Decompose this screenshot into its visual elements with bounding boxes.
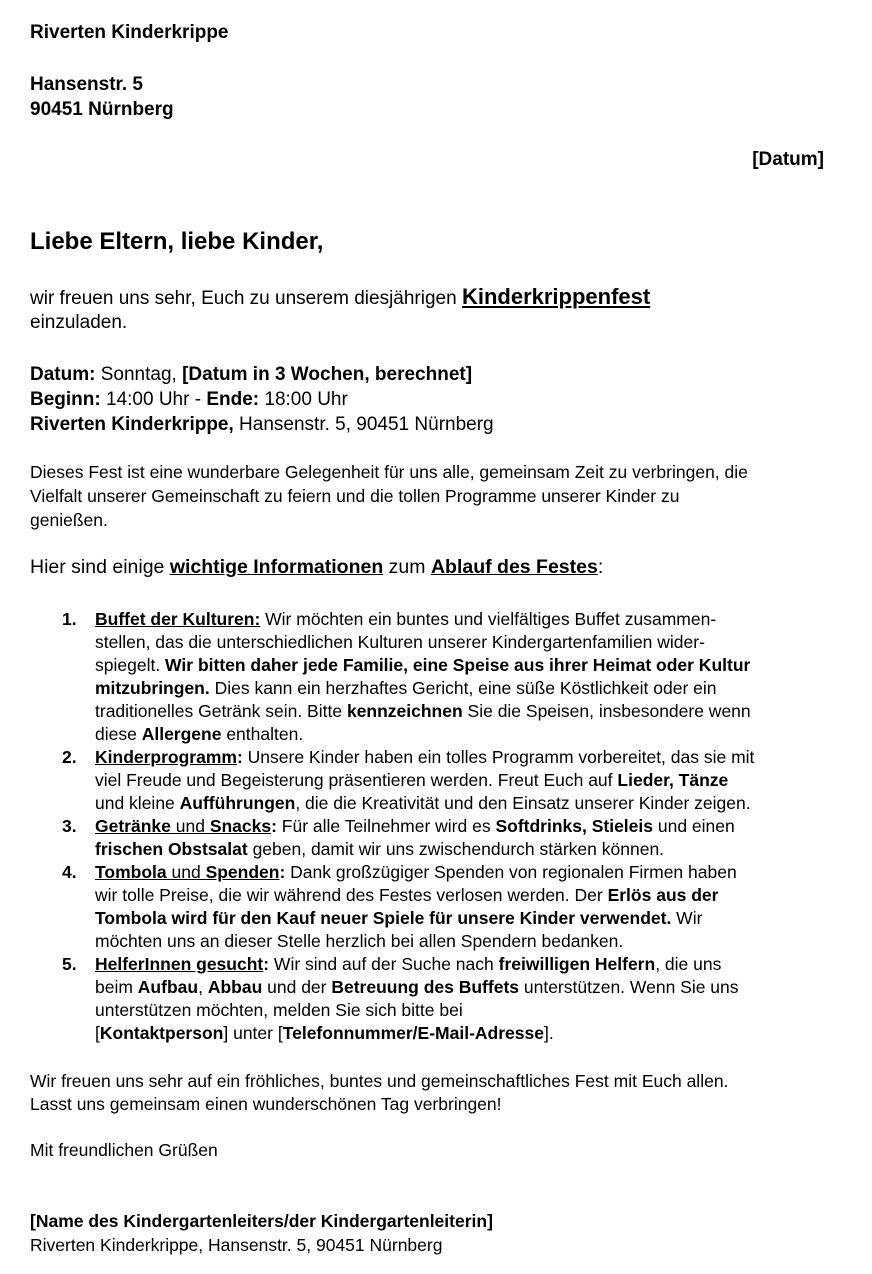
item-text: und kleine xyxy=(95,793,180,813)
item-title-colon: : xyxy=(263,954,270,974)
date-value: [Datum in 3 Wochen, berechnet] xyxy=(182,364,473,385)
list-line: unterstützen möchten, melden Sie sich bitte bei xyxy=(95,1000,463,1020)
item-text: Dank großzügiger Spenden von regionalen Firmen haben xyxy=(285,862,737,882)
list-line xyxy=(95,884,854,907)
signer-address: Riverten Kinderkrippe, Hansenstr. 5, 90451 Nürnberg xyxy=(30,1235,443,1255)
item-bold: Wir bitten daher jede Familie, eine Speise aus ihrer Heimat oder Kultur xyxy=(165,655,751,675)
item-text: Wir möchten ein buntes und vielfältiges Buffet zusammen- xyxy=(260,609,717,629)
list-line xyxy=(95,838,854,861)
salutation: Liebe Eltern, liebe Kinder, xyxy=(30,228,324,255)
item-text: spiegelt. xyxy=(95,655,166,675)
item-title: Kinderprogramm xyxy=(95,747,237,767)
closing-line-1: Wir freuen uns sehr auf ein fröhliches, buntes und gemeinschaftliches Fest mit Euch allen. xyxy=(30,1071,729,1091)
list-number: 2. xyxy=(62,747,77,767)
intro-line-1 xyxy=(30,284,650,310)
item-bold: Betreuung des Buffets xyxy=(331,977,519,997)
item-title-colon: : xyxy=(279,862,286,882)
item-text: , xyxy=(198,977,208,997)
item-text: , die uns xyxy=(655,954,722,974)
list-line xyxy=(95,907,854,930)
item-title: Buffet der Kulturen: xyxy=(95,609,261,629)
info-intro-mid: zum xyxy=(383,556,431,578)
list-number: 5. xyxy=(62,954,77,974)
item-text: Wir xyxy=(671,908,703,928)
sender-name: Riverten Kinderkrippe xyxy=(30,22,229,43)
item-text: ]. xyxy=(543,1023,554,1043)
list-item-helfer xyxy=(54,953,854,1045)
list-line xyxy=(95,792,854,815)
paragraph-line: genießen. xyxy=(30,510,108,530)
closing-line-2: Lasst uns gemeinsam einen wunderschönen Tag verbringen! xyxy=(30,1094,502,1114)
item-text: wir tolle Preise, die wir während des Festes verlosen werden. Der xyxy=(95,885,608,905)
info-intro-text: Hier sind einige xyxy=(30,556,170,578)
item-text: traditionelles Getränk sein. Bitte xyxy=(95,701,347,721)
list-line xyxy=(95,723,854,746)
end-value: 18:00 Uhr xyxy=(259,389,348,410)
info-keyword-1: wichtige Informationen xyxy=(169,556,384,578)
item-bold: Aufführungen xyxy=(179,793,296,813)
begin-value: 14:00 Uhr - xyxy=(100,389,207,410)
list-line xyxy=(95,953,854,976)
item-title: Spenden xyxy=(205,862,280,882)
list-item-kinderprogramm xyxy=(54,746,854,815)
list-item-buffet xyxy=(54,608,854,746)
event-details xyxy=(30,362,494,437)
paragraph-intro xyxy=(30,460,860,532)
item-bold: mitzubringen. xyxy=(95,678,210,698)
item-text: und einen xyxy=(653,816,735,836)
info-list xyxy=(54,608,854,1045)
item-bold: freiwilligen Helfern xyxy=(498,954,656,974)
item-text: Unsere Kinder haben ein tolles Programm vorbereitet, das sie mit xyxy=(242,747,755,767)
item-title: HelferInnen gesucht xyxy=(95,954,264,974)
item-title: Snacks xyxy=(209,816,272,836)
sender-street: Hansenstr. 5 xyxy=(30,74,143,95)
list-number: 1. xyxy=(62,609,77,629)
sender-city: 90451 Nürnberg xyxy=(30,99,174,120)
date-day: Sonntag, xyxy=(95,364,183,385)
paragraph-line: Vielfalt unserer Gemeinschaft zu feiern und die tollen Programme unserer Kinder zu xyxy=(30,486,680,506)
item-text: und der xyxy=(262,977,332,997)
detail-place xyxy=(30,412,494,437)
info-intro xyxy=(30,556,603,579)
list-line xyxy=(95,654,854,677)
list-number: 3. xyxy=(62,816,77,836)
item-title-colon: : xyxy=(236,747,243,767)
date-label: Datum: xyxy=(30,364,96,385)
item-text: enthalten. xyxy=(221,724,304,744)
list-line xyxy=(95,700,854,723)
list-item-getraenke xyxy=(54,815,854,861)
list-line xyxy=(95,746,854,769)
contact-info-placeholder: Telefonnummer/E-Mail-Adresse xyxy=(282,1023,544,1043)
item-text: geben, damit wir uns zwischendurch stärken können. xyxy=(247,839,665,859)
list-line xyxy=(95,861,854,884)
place-value: Hansenstr. 5, 90451 Nürnberg xyxy=(233,414,494,435)
list-line: möchten uns an dieser Stelle herzlich bei allen Spendern bedanken. xyxy=(95,931,624,951)
list-line xyxy=(95,1022,854,1045)
item-title-colon: : xyxy=(271,816,277,836)
list-item-tombola xyxy=(54,861,854,953)
item-text: [ xyxy=(95,1023,100,1043)
item-bold: kennzeichnen xyxy=(346,701,463,721)
contact-person-placeholder: Kontaktperson xyxy=(99,1023,224,1043)
item-text: Dies kann ein herzhaftes Gericht, eine süße Köstlichkeit oder ein xyxy=(209,678,717,698)
item-bold: Lieder, Tänze xyxy=(617,770,729,790)
begin-label: Beginn: xyxy=(30,389,101,410)
intro-line-2: einzuladen. xyxy=(30,312,128,333)
item-bold: Aufbau xyxy=(137,977,199,997)
item-text: beim xyxy=(95,977,138,997)
item-bold: Allergene xyxy=(141,724,222,744)
list-line xyxy=(95,769,854,792)
list-number: 4. xyxy=(62,862,77,882)
place-label: Riverten Kinderkrippe, xyxy=(30,414,234,435)
list-line xyxy=(95,677,854,700)
end-label: Ende: xyxy=(206,389,260,410)
item-title: Getränke xyxy=(95,816,171,836)
date-placeholder: [Datum] xyxy=(752,149,824,170)
item-bold: frischen Obstsalat xyxy=(95,839,248,859)
item-text: viel Freude und Begeisterung präsentieren werden. Freut Euch auf xyxy=(95,770,618,790)
item-text: diese xyxy=(95,724,142,744)
detail-time xyxy=(30,387,494,412)
paragraph-line: Dieses Fest ist eine wunderbare Gelegenheit für uns alle, gemeinsam Zeit zu verbringen, die xyxy=(30,462,748,482)
item-bold: Tombola wird für den Kauf neuer Spiele für unsere Kinder verwendet. xyxy=(95,908,672,928)
item-title: Tombola xyxy=(95,862,167,882)
greeting: Mit freundlichen Grüßen xyxy=(30,1140,218,1160)
item-text: Sie die Speisen, insbesondere wenn xyxy=(462,701,751,721)
item-text: Für alle Teilnehmer wird es xyxy=(276,816,496,836)
item-title-und: und xyxy=(170,816,210,836)
item-bold: Abbau xyxy=(207,977,263,997)
detail-date xyxy=(30,362,494,387)
intro-text: wir freuen uns sehr, Euch zu unserem diesjährigen xyxy=(30,288,462,309)
list-line xyxy=(95,815,854,838)
item-text: Wir sind auf der Suche nach xyxy=(269,954,499,974)
list-line xyxy=(95,608,854,631)
event-name: Kinderkrippenfest xyxy=(461,284,651,309)
item-text: , die die Kreativität und den Einsatz unserer Kinder zeigen. xyxy=(295,793,751,813)
list-line: stellen, das die unterschiedlichen Kulturen unserer Kindergartenfamilien wider- xyxy=(95,632,705,652)
item-text: ] unter [ xyxy=(223,1023,283,1043)
info-keyword-2: Ablauf des Festes xyxy=(430,556,598,578)
signer-name: [Name des Kindergartenleiters/der Kindergartenleiterin] xyxy=(30,1211,493,1231)
info-intro-colon: : xyxy=(597,556,604,578)
item-bold: Erlös aus der xyxy=(607,885,719,905)
item-title-und: und xyxy=(166,862,206,882)
list-line xyxy=(95,976,854,999)
item-text: unterstützen. Wenn Sie uns xyxy=(519,977,739,997)
item-bold: Softdrinks, Stieleis xyxy=(495,816,653,836)
